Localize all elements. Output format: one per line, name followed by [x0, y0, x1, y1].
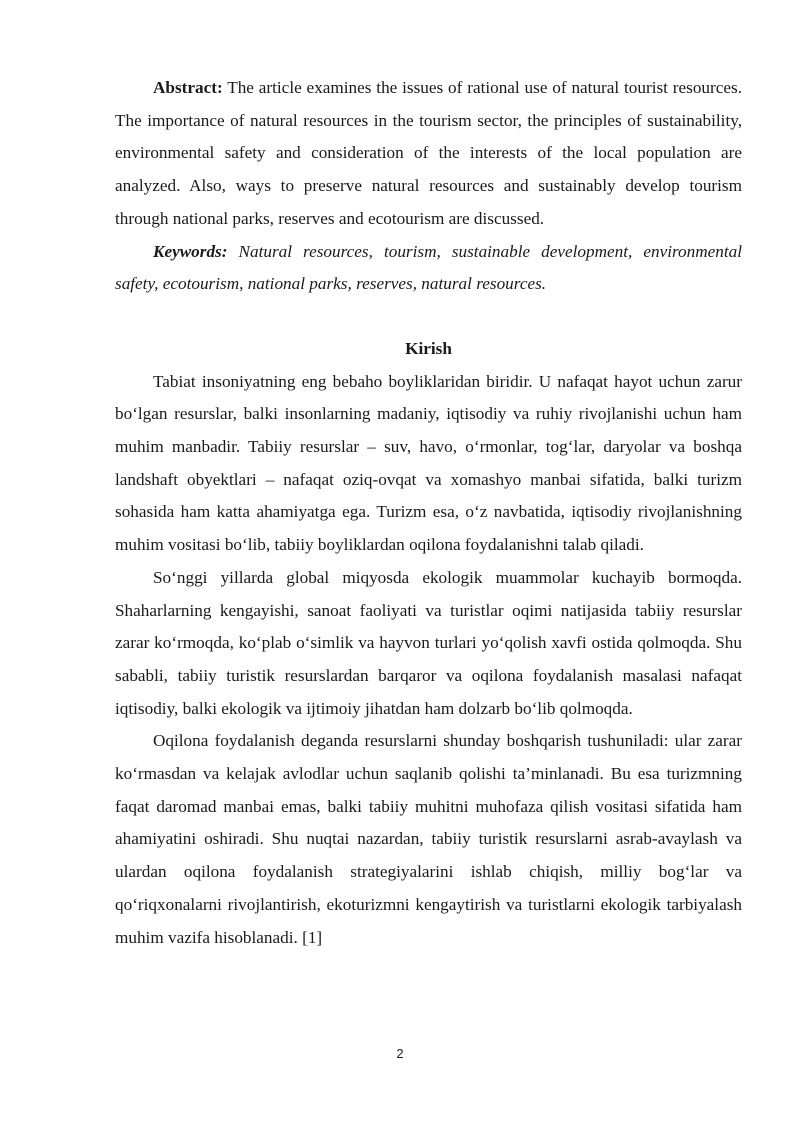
abstract-label: Abstract:: [153, 78, 223, 97]
section-heading: Kirish: [405, 338, 452, 358]
keywords-text: Natural resources, tourism, sustainable development, environmental safety, ecotourism, national parks, reserves, natural resources.: [115, 241, 742, 294]
body-paragraph-2: So‘nggi yillarda global miqyosda ekologik muammolar kuchayib bormoqda. Shaharlarning kengayishi, sanoat faoliyati va turistlar oqimi natijasida tabiiy resurslar zarar ko‘rmoqda, ko‘plab o‘simlik va hayvon turlari yo‘qolish xavfi ostida qolmoqda. Shu sababli, tabiiy turistik resurslardan barqaror va oqilona foydalanish masalasi nafaqat iqtisodiy, balki ekologik va ijtimoiy jihatdan ham dolzarb bo‘lib qolmoqda.: [115, 567, 742, 718]
body-paragraph-3: Oqilona foydalanish deganda resurslarni shunday boshqarish tushuniladi: ular zarar ko‘rmasdan va kelajak avlodlar uchun saqlanib qolishi ta’minlanadi. Bu esa turizmning faqat daromad manbai emas, balki tabiiy muhitni muhofaza qilish vositasi sifatida ham ahamiyatini oshiradi. Shu nuqtai nazardan, tabiiy turistik resurslarni asrab-avaylash va ulardan oqilona foydalanish strategiyalarini ishlab chiqish, milliy bog‘lar va qo‘riqxonalarni rivojlantirish, ekoturizmni kengaytirish va turistlarni ekologik tarbiyalash muhim vazifa hisoblanadi. [1]: [115, 731, 742, 947]
body-paragraph-1: Tabiat insoniyatning eng bebaho boyliklaridan biridir. U nafaqat hayot uchun zarur bo‘lgan resurslar, balki insonlarning madaniy, iqtisodiy va ruhiy rivojlanishi uchun ham muhim manbadir. Tabiiy resurslar – suv, havo, o‘rmonlar, tog‘lar, daryolar va boshqa landshaft obyektlari – nafaqat oziq-ovqat va xomashyo manbai sifatida, balki turizm sohasida ham katta ahamiyatga ega. Turizm esa, o‘z navbatida, iqtisodiy rivojlanishning muhim vositasi bo‘lib, tabiiy boyliklardan oqilona foydalanishni talab qiladi.: [115, 371, 742, 555]
abstract-text: The article examines the issues of rational use of natural tourist resources. The importance of natural resources in the tourism sector, the principles of sustainability, environmental safety and consideration of the interests of the local population are analyzed. Also, ways to preserve natural resources and sustainably develop tourism through national parks, reserves and ecotourism are discussed.: [115, 78, 742, 228]
keywords-label: Keywords:: [153, 241, 228, 261]
page-number: 2: [396, 1046, 404, 1061]
abstract-paragraph: [115, 72, 742, 236]
document-page: [115, 72, 742, 954]
keywords-paragraph: [115, 236, 742, 301]
